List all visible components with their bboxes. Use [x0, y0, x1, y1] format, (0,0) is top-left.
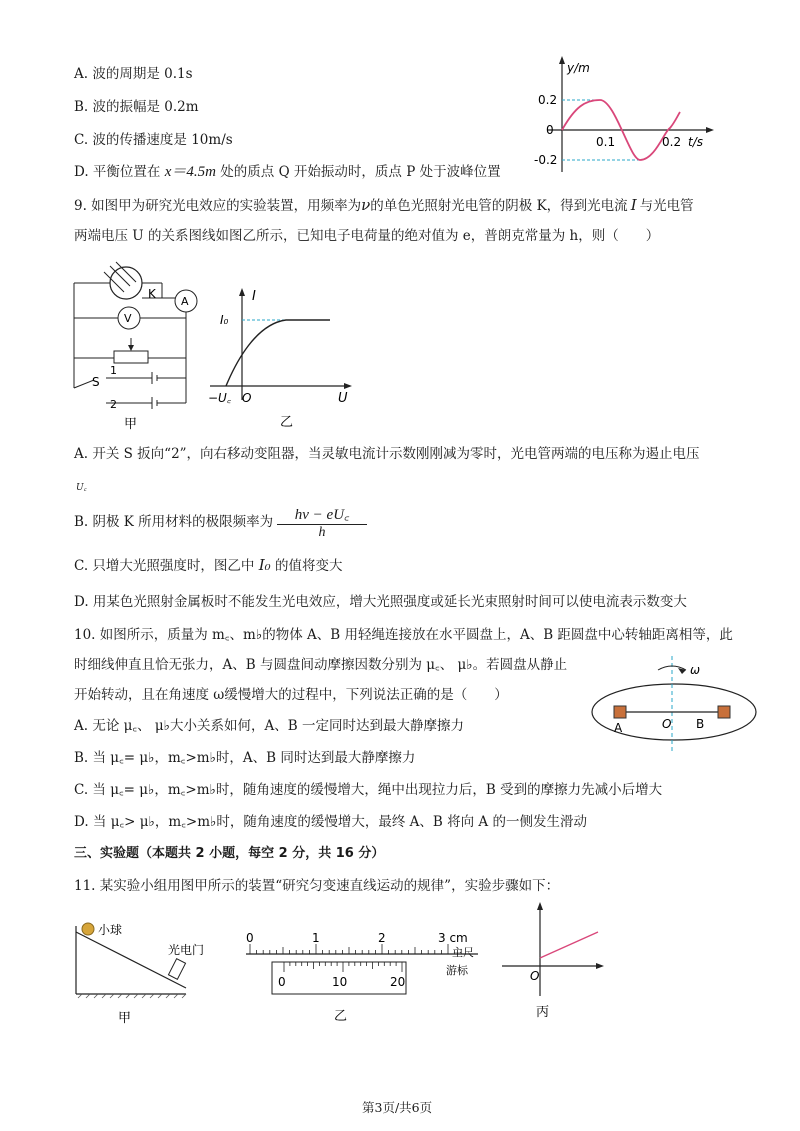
wave-x2: 0.2	[662, 135, 682, 149]
q9-b-denominator: h	[318, 525, 326, 540]
q9-line1-b: 的单色光照射光电管的阴极 K，得到光电流	[370, 198, 628, 214]
vernier-caliper	[240, 924, 490, 1026]
label-v: V	[124, 312, 132, 325]
label-gate: 光电门	[168, 943, 205, 957]
main-0: 0	[246, 931, 254, 945]
q8-option-a: A. 波的周期是 0.1s	[74, 66, 193, 82]
block-b	[718, 706, 730, 718]
label-a: A	[181, 295, 189, 308]
q9-option-b	[74, 512, 273, 532]
main-label: 主尺	[452, 946, 474, 959]
switch-s	[74, 380, 94, 388]
q8-d-suffix: 处的质点 Q 开始振动时，质点 P 处于波峰位置	[220, 164, 501, 180]
q9-b-fraction	[277, 504, 367, 541]
q9-line1-c: 与光电管	[639, 198, 694, 214]
section3-title: 三、实验题（本题共 2 小题，每空 2 分，共 16 分）	[74, 846, 385, 861]
q8-option-d	[74, 162, 501, 182]
q9-b-text: B. 阴极 K 所用材料的极限频率为	[74, 514, 274, 530]
q9-option-d: D. 用某色光照射金属板时不能发生光电效应，增大光照强度或延长光束照射时间可以使电流表示数变大	[74, 594, 687, 610]
photogate	[168, 959, 185, 980]
q9-line1	[74, 195, 694, 216]
vernier-caption: 乙	[334, 1009, 348, 1024]
label-omega: ω	[690, 663, 701, 677]
wave-x1: 0.1	[596, 135, 616, 149]
iu-u: U	[338, 391, 348, 406]
q9-i: I	[630, 196, 637, 214]
q10-line3: 开始转动，且在角速度 ω缓慢增大的过程中，下列说法正确的是（ ）	[74, 687, 508, 703]
q10-line2: 时细线伸直且恰无张力，A、B 与圆盘间动摩擦因数分别为 μ꜀、 μ♭。若圆盘从静止	[74, 657, 568, 673]
iu-graph	[206, 282, 358, 432]
main-3: 3 cm	[438, 931, 468, 945]
label-k: K	[148, 287, 156, 301]
iu-i0: I₀	[220, 313, 229, 327]
wave-y-label: y/m	[567, 61, 590, 75]
wave-y-pos: 0.2	[538, 93, 558, 107]
graph-caption: 丙	[536, 1005, 550, 1020]
q9-nu: ν	[361, 196, 371, 214]
q9-c-math: I₀	[258, 556, 271, 574]
q10-option-a: A. 无论 μ꜀、 μ♭大小关系如何，A、B 一定同时达到最大静摩擦力	[74, 718, 464, 734]
iu-caption: 乙	[280, 415, 294, 430]
wave-x-label: t/s	[688, 135, 703, 149]
q9-line1-a: 9. 如图甲为研究光电效应的实验装置，用频率为	[74, 198, 362, 214]
wave-x-arrow	[706, 127, 714, 133]
vern-20: 20	[390, 975, 406, 989]
iu-i: I	[252, 289, 256, 304]
wave-origin: 0	[546, 123, 554, 137]
q8-option-c: C. 波的传播速度是 10m/s	[74, 132, 233, 148]
q9-c-pre: C. 只增大光照强度时，图乙中	[74, 558, 255, 574]
incline-caption: 甲	[118, 1011, 132, 1026]
page-footer: 第3页/共6页	[362, 1100, 433, 1115]
q10-line1: 10. 如图所示，质量为 m꜀、m♭的物体 A、B 用轻绳连接放在水平圆盘上，A、B 距圆盘中心转轴距离相等，此	[74, 627, 733, 643]
q8-d-math: x＝4.5m	[164, 164, 216, 180]
q9-option-a-uc: U꜀	[76, 483, 87, 493]
linear-graph	[496, 900, 606, 1025]
label-2: 2	[110, 398, 117, 411]
wave-graph	[530, 52, 730, 177]
vern-0: 0	[278, 975, 286, 989]
q9-option-a: A. 开关 S 扳向“2”，向右移动变阻器，当灵敏电流计示数刚刚减为零时，光电管两端的电压称为遏止电压	[74, 446, 700, 462]
iu-origin: O	[242, 391, 252, 405]
q9-b-numerator: hν − eU꜀	[277, 504, 367, 525]
q10-option-d: D. 当 μ꜀> μ♭，m꜀>m♭时，随角速度的缓慢增大，最终 A、B 将向 A 的一侧发生滑动	[74, 814, 587, 830]
label-s: S	[92, 375, 100, 389]
block-a	[614, 706, 626, 718]
label-a: A	[614, 721, 623, 735]
wave-y-arrow	[559, 56, 565, 64]
q9-option-c	[74, 555, 342, 576]
q8-option-b: B. 波的振幅是 0.2m	[74, 99, 199, 115]
q9-line2: 两端电压 U 的关系图线如图乙所示，已知电子电荷量的绝对值为 e，普朗克常量为 h，则（ ）	[74, 228, 660, 244]
q8-d-prefix: D. 平衡位置在	[74, 164, 161, 180]
label-ball: 小球	[98, 923, 123, 937]
q9-c-post: 的值将变大	[274, 558, 343, 574]
vernier-label: 游标	[446, 964, 468, 977]
label-o: O	[662, 717, 672, 731]
incline-diagram	[68, 918, 218, 1028]
linear-line	[540, 932, 598, 958]
vern-10: 10	[332, 975, 348, 989]
rheostat	[114, 351, 148, 363]
graph-origin: O	[530, 969, 540, 983]
label-b: B	[696, 717, 705, 731]
ball	[82, 923, 94, 935]
q10-option-c: C. 当 μ꜀= μ♭，m꜀>m♭时，随角速度的缓慢增大，绳中出现拉力后，B 受到的摩擦力先减小后增大	[74, 782, 663, 798]
q11-line1: 11. 某实验小组用图甲所示的装置“研究匀变速直线运动的规律”，实验步骤如下：	[74, 878, 560, 894]
circuit-caption: 甲	[124, 417, 138, 432]
main-2: 2	[378, 931, 386, 945]
circuit-diagram	[66, 258, 206, 433]
iu-neg-uc: −U꜀	[208, 391, 231, 405]
q10-option-b: B. 当 μ꜀= μ♭，m꜀>m♭时，A、B 同时达到最大静摩擦力	[74, 750, 416, 766]
wave-y-neg: -0.2	[534, 153, 558, 167]
label-1: 1	[110, 364, 117, 377]
main-1: 1	[312, 931, 320, 945]
disk-diagram	[588, 652, 764, 757]
